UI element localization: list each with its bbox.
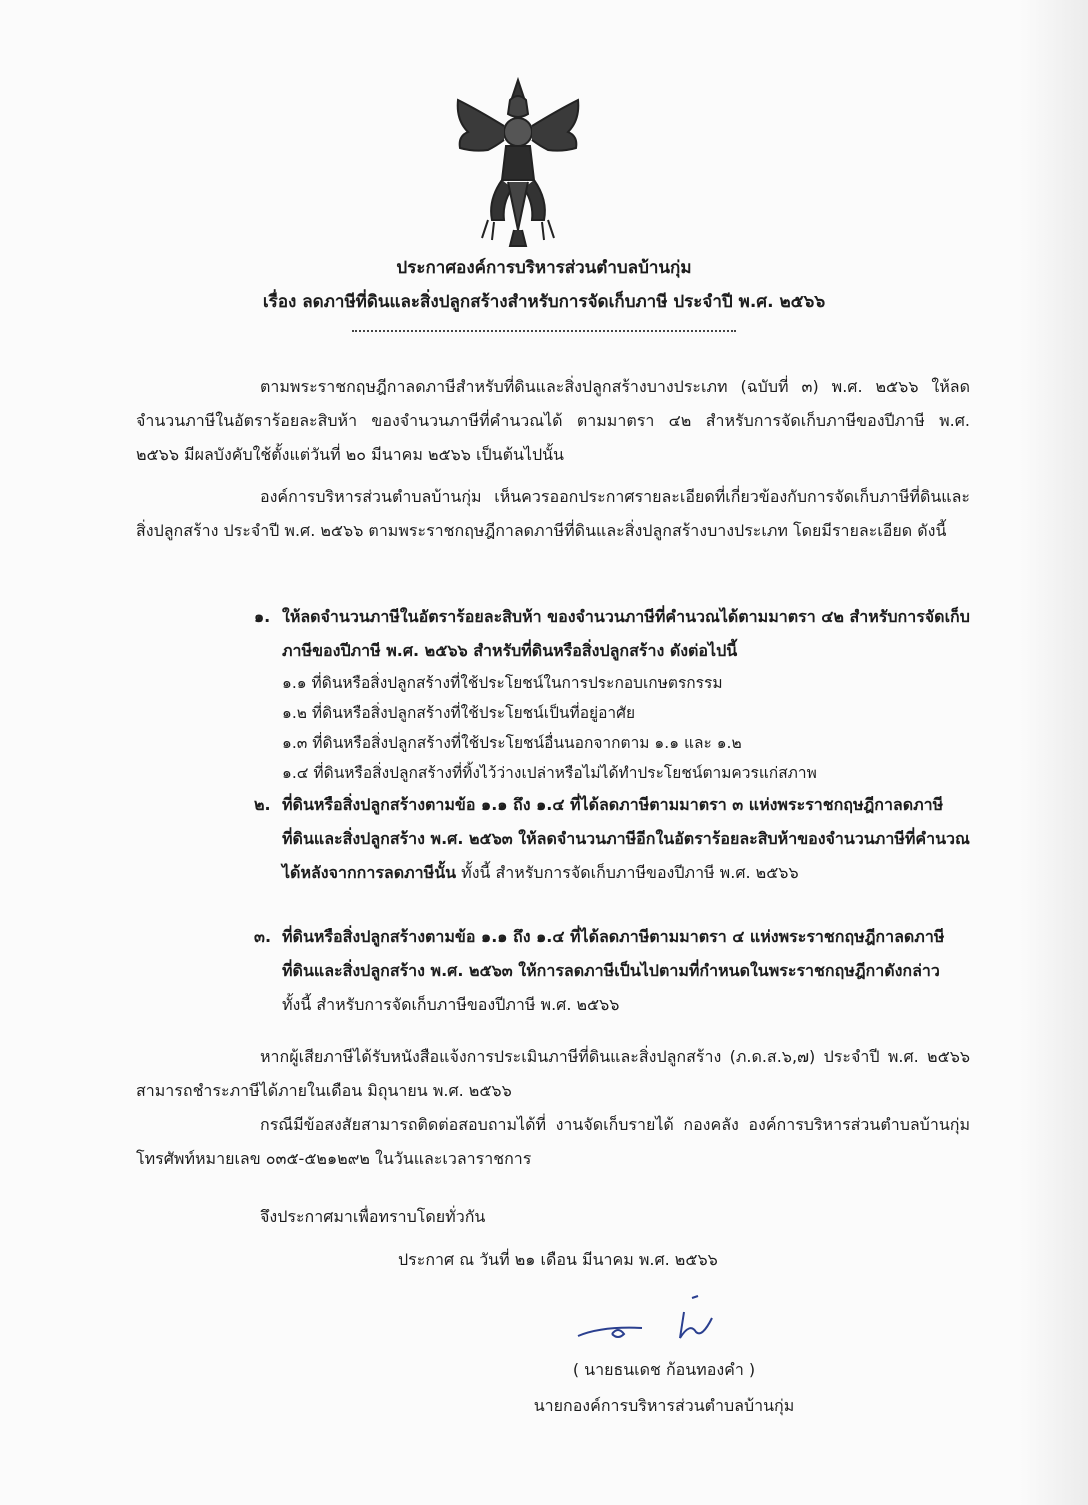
item-number: ๓. [254,927,272,946]
scan-edge-shadow [1020,0,1088,1505]
paragraph-2: องค์การบริหารส่วนตำบลบ้านกุ่ม เห็นควรออกประกาศรายละเอียดที่เกี่ยวข้องกับการจัดเก็บภาษีที่ดินและสิ่งปลูกสร้าง ประจำปี พ.ศ. ๒๕๖๖ ตามพระราชกฤษฎีกาลดภาษีที่ดินและสิ่งปลูกสร้างบางประเภท โดยมีรายละเอียด ดังนี้ [136,487,970,540]
item-text-bold: ที่ดินหรือสิ่งปลูกสร้างตามข้อ ๑.๑ ถึง ๑.๔ ที่ได้ลดภาษีตามมาตรา ๔ แห่งพระราชกฤษฎีกาลดภาษีที่ดินและสิ่งปลูกสร้าง พ.ศ. ๒๕๖๓ ให้การลดภาษีเป็นไปตามที่กำหนดในพระราชกฤษฎีกาดังกล่าว [282,927,945,980]
paragraph-3: หากผู้เสียภาษีได้รับหนังสือแจ้งการประเมินภาษีที่ดินและสิ่งปลูกสร้าง (ภ.ด.ส.๖,๗) ประจำปี พ.ศ. ๒๕๖๖ สามารถชำระภาษีได้ภายในเดือน มิถุนายน พ.ศ. ๒๕๖๖ [136,1047,970,1100]
signer-title: นายกองค์การบริหารส่วนตำบลบ้านกุ่ม [533,1396,795,1415]
list-item-2 [254,788,970,890]
sub-item-1-1: ๑.๑ ที่ดินหรือสิ่งปลูกสร้างที่ใช้ประโยชน์ในการประกอบเกษตรกรรม [282,674,723,692]
paragraph-1: ตามพระราชกฤษฎีกาลดภาษีสำหรับที่ดินและสิ่งปลูกสร้างบางประเภท (ฉบับที่ ๓) พ.ศ. ๒๕๖๖ ให้ลดจำนวนภาษีในอัตราร้อยละสิบห้า ของจำนวนภาษีที่คำนวณได้ ตามมาตรา ๔๒ สำหรับการจัดเก็บภาษีของปีภาษี พ.ศ. ๒๕๖๖ มีผลบังคับใช้ตั้งแต่วันที่ ๒๐ มีนาคม ๒๕๖๖ เป็นต้นไปนั้น [136,377,970,464]
item-number: ๒. [254,795,271,814]
signer-name: ( นายธนเดช ก้อนทองคำ ) [572,1360,756,1379]
sub-item-1-2: ๑.๒ ที่ดินหรือสิ่งปลูกสร้างที่ใช้ประโยชน์เป็นที่อยู่อาศัย [282,704,636,722]
garuda-emblem-icon [448,70,588,250]
item-text-bold: ที่ดินหรือสิ่งปลูกสร้างตามข้อ ๑.๑ ถึง ๑.๔ ที่ได้ลดภาษีตามมาตรา ๓ แห่งพระราชกฤษฎีกาลดภาษีที่ดินและสิ่งปลูกสร้าง พ.ศ. ๒๕๖๓ ให้ลดจำนวนภาษีอีกในอัตราร้อยละสิบห้าของจำนวนภาษีที่คำนวณได้หลังจากการลดภาษีนั้น [282,795,970,882]
signature-icon [572,1292,752,1352]
item-text: ให้ลดจำนวนภาษีในอัตราร้อยละสิบห้า ของจำนวนภาษีที่คำนวณได้ตามมาตรา ๔๒ สำหรับการจัดเก็บภาษีของปีภาษี พ.ศ. ๒๕๖๖ สำหรับที่ดินหรือสิ่งปลูกสร้าง ดังต่อไปนี้ [282,607,970,660]
list-item-1 [254,600,970,788]
paragraph-5: จึงประกาศมาเพื่อทราบโดยทั่วกัน [260,1207,486,1226]
item-text-rest: ทั้งนี้ สำหรับการจัดเก็บภาษีของปีภาษี พ.ศ. ๒๕๖๖ [456,863,799,882]
announcement-date: ประกาศ ณ วันที่ ๒๑ เดือน มีนาคม พ.ศ. ๒๕๖๖ [398,1250,718,1269]
dotted-divider [352,330,736,332]
paragraph-4: กรณีมีข้อสงสัยสามารถติดต่อสอบถามได้ที่ งานจัดเก็บรายได้ กองคลัง องค์การบริหารส่วนตำบลบ้านกุ่ม โทรศัพท์หมายเลข ๐๓๕-๕๒๑๒๙๒ ในวันและเวลาราชการ [136,1115,970,1168]
announcement-subject: เรื่อง ลดภาษีที่ดินและสิ่งปลูกสร้างสำหรับการจัดเก็บภาษี ประจำปี พ.ศ. ๒๕๖๖ [262,292,826,312]
item-number: ๑. [254,607,271,626]
announcement-title: ประกาศองค์การบริหารส่วนตำบลบ้านกุ่ม [396,258,692,278]
sub-item-1-4: ๑.๔ ที่ดินหรือสิ่งปลูกสร้างที่ทิ้งไว้ว่างเปล่าหรือไม่ได้ทำประโยชน์ตามควรแก่สภาพ [282,764,817,782]
item-text-rest: ทั้งนี้ สำหรับการจัดเก็บภาษีของปีภาษี พ.ศ. ๒๕๖๖ [282,995,620,1014]
list-item-3 [254,920,970,1022]
sub-item-1-3: ๑.๓ ที่ดินหรือสิ่งปลูกสร้างที่ใช้ประโยชน์อื่นนอกจากตาม ๑.๑ และ ๑.๒ [282,734,742,752]
